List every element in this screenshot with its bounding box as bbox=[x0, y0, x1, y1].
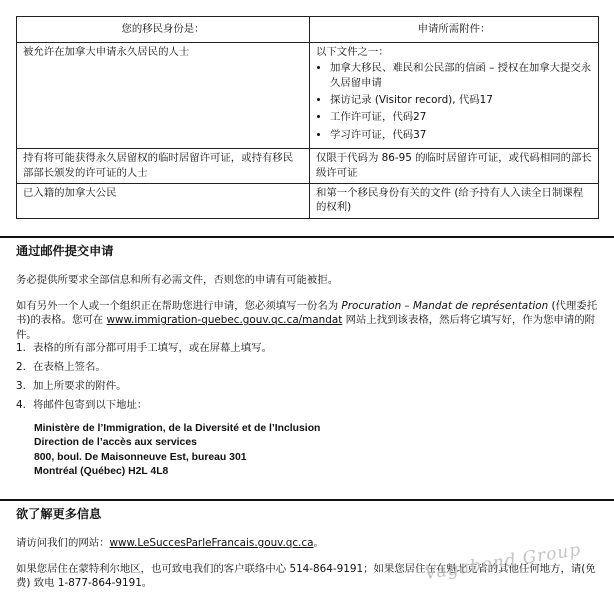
status-cell: 持有将可能获得永久居留权的临时居留许可证，或持有移民部部长颁发的许可证的人士 bbox=[17, 149, 310, 184]
documents-intro: 以下文件之一： bbox=[316, 46, 389, 58]
status-cell: 已入籍的加拿大公民 bbox=[17, 183, 310, 218]
section-divider bbox=[0, 499, 614, 501]
list-item bbox=[16, 379, 606, 398]
step-text: 将邮件包寄到以下地址： bbox=[33, 399, 148, 411]
list-item: • 探访记录 (Visitor record), 代码17 bbox=[330, 93, 592, 107]
visit-text: 请访问我们的网站： bbox=[16, 537, 110, 549]
list-item bbox=[16, 398, 606, 417]
list-item: • 加拿大移民、难民和公民部的信函 – 授权在加拿大提交永久居留申请 bbox=[330, 61, 592, 90]
step-text: 加上所要求的附件。 bbox=[33, 380, 127, 392]
proxy-paragraph bbox=[16, 299, 606, 342]
list-item: • 工作许可证，代码27 bbox=[330, 110, 592, 124]
form-name: Procuration – Mandat de représentation bbox=[341, 300, 549, 312]
proxy-text: (代理委托书)的表格。您可在 bbox=[16, 300, 598, 327]
watermark: Vagabond Group bbox=[423, 539, 583, 585]
step-text: 表格的所有部分都可用手工填写，或在屏幕上填写。 bbox=[33, 342, 272, 354]
step-number: 3. bbox=[16, 380, 26, 392]
documents-cell: 和第一个移民身份有关的文件 (给予持有人入读全日制课程的权利) bbox=[310, 183, 599, 218]
list-item: • 学习许可证，代码37 bbox=[330, 128, 592, 142]
warning-paragraph: 务必提供所要求全部信息和所有必需文件，否则您的申请有可能被拒。 bbox=[16, 274, 339, 286]
status-cell: 被允许在加拿大申请永久居民的人士 bbox=[17, 43, 310, 149]
step-number: 4. bbox=[16, 399, 26, 411]
step-number: 1. bbox=[16, 342, 26, 354]
table-row bbox=[17, 149, 599, 184]
address-line: Ministère de l’Immigration, de la Diversité et de l’Inclusion bbox=[34, 423, 321, 434]
table-header-row bbox=[17, 17, 599, 43]
proxy-text: 网站上找到该表格，然后将它填写好，作为您申请的附件。 bbox=[16, 314, 595, 341]
list-item bbox=[16, 360, 606, 379]
step-number: 2. bbox=[16, 361, 26, 373]
mail-section-title: 通过邮件提交申请 bbox=[16, 244, 114, 258]
table-row bbox=[17, 183, 599, 218]
section-divider bbox=[0, 236, 614, 238]
mandat-link[interactable]: www.immigration-quebec.gouv.qc.ca/mandat bbox=[106, 314, 343, 327]
immigration-status-table bbox=[16, 16, 599, 219]
step-text: 在表格上签名。 bbox=[33, 361, 106, 373]
documents-cell bbox=[310, 43, 599, 149]
mailing-address bbox=[34, 422, 320, 479]
contact-paragraph: 如果您居住在蒙特利尔地区，也可致电我们的客户联络中心 514-864-9191；如果您居住在在魁北克省的其他任何地方，请(免费) 致电 1-877-864-9191。 bbox=[16, 563, 596, 590]
documents-cell: 仅限于代码为 86-95 的临时居留许可证，或代码相同的部长级许可证 bbox=[310, 149, 599, 184]
list-item bbox=[16, 341, 606, 360]
address-line: Montréal (Québec) H2L 4L8 bbox=[34, 466, 169, 478]
proxy-text: 如有另外一个人或一个组织正在帮助您进行申请，您必须填写一份名为 bbox=[16, 300, 342, 312]
table-row bbox=[17, 43, 599, 149]
visit-text: 。 bbox=[313, 537, 324, 549]
submission-steps bbox=[16, 341, 606, 417]
website-link[interactable]: www.LeSuccesParleFrancais.gouv.qc.ca bbox=[109, 537, 314, 549]
status-column-header: 您的移民身份是： bbox=[17, 17, 310, 43]
info-section-title: 欲了解更多信息 bbox=[16, 507, 102, 521]
documents-list bbox=[316, 61, 592, 142]
address-line: 800, boul. De Maisonneuve Est, bureau 301 bbox=[34, 451, 247, 463]
address-line: Direction de l’accès aux services bbox=[34, 437, 197, 449]
documents-column-header: 申请所需附件： bbox=[310, 17, 599, 43]
